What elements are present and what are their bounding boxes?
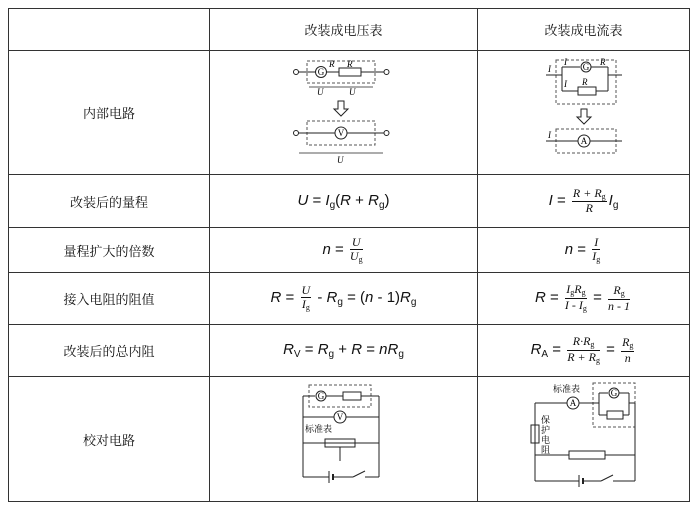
svg-text:I: I: [563, 78, 567, 89]
svg-text:V: V: [337, 127, 344, 138]
svg-text:保: 保: [540, 416, 550, 426]
svg-text:A: A: [580, 135, 587, 146]
svg-text:R: R: [599, 56, 605, 67]
svg-text:I: I: [547, 63, 551, 74]
svg-text:R: R: [346, 58, 352, 69]
ammeter-total-formula: $R_A$ = $\frac{R\cdot R_g}{R + R_g}$ = $\frac{R_g}{n}$: [478, 325, 690, 377]
svg-text:电: 电: [540, 436, 550, 446]
svg-text:A: A: [569, 398, 576, 408]
svg-text:R: R: [581, 76, 587, 87]
svg-text:标准表: 标准表: [552, 385, 580, 395]
row-range: [9, 175, 690, 228]
comparison-table: [8, 8, 690, 502]
voltmeter-resistor-formula: R = $\frac{U}{I_g}$ - $R_g = (n - 1)R_g$: [210, 273, 478, 325]
svg-text:I: I: [547, 129, 551, 140]
ammeter-calibration-cell: [478, 377, 690, 502]
row-label: 改装后的总内阻: [9, 325, 210, 377]
svg-text:V: V: [336, 412, 343, 422]
svg-text:阻: 阻: [540, 446, 550, 456]
ammeter-internal-circuit-cell: [478, 51, 690, 175]
svg-text:护: 护: [540, 426, 550, 436]
svg-text:G: G: [317, 66, 324, 77]
svg-text:U: U: [336, 154, 343, 165]
voltmeter-calibration-diagram: [299, 381, 389, 497]
voltmeter-range-formula: $U = I_g(R + R_g)$: [210, 175, 478, 228]
svg-text:R: R: [328, 58, 334, 69]
svg-text:U: U: [316, 86, 323, 97]
header-voltmeter: 改装成电压表: [210, 9, 478, 51]
voltmeter-factor-formula: n = $\frac{U}{U_g}$: [210, 228, 478, 273]
voltmeter-internal-circuit-cell: [210, 51, 478, 175]
voltmeter-internal-circuit-diagram: [289, 57, 399, 169]
row-resistor: [9, 273, 690, 325]
row-internal-circuit: [9, 51, 690, 175]
ammeter-calibration-diagram: [529, 381, 639, 497]
row-factor: [9, 228, 690, 273]
row-total-resistance: [9, 325, 690, 377]
svg-text:G: G: [317, 391, 324, 401]
row-label: 改装后的量程: [9, 175, 210, 228]
resistor-symbol: [339, 68, 361, 76]
row-label: 内部电路: [9, 51, 210, 175]
row-calibration: [9, 377, 690, 502]
svg-text:标准表: 标准表: [304, 425, 332, 435]
svg-text:U: U: [348, 86, 355, 97]
row-label: 量程扩大的倍数: [9, 228, 210, 273]
row-label: 接入电阻的阻值: [9, 273, 210, 325]
ammeter-internal-circuit-diagram: [544, 57, 624, 169]
svg-text:G: G: [610, 388, 617, 398]
ammeter-factor-formula: n = $\frac{I}{I_g}$: [478, 228, 690, 273]
svg-text:I: I: [563, 56, 567, 67]
row-label: 校对电路: [9, 377, 210, 502]
header-empty-cell: [9, 9, 210, 51]
svg-text:G: G: [582, 61, 589, 72]
voltmeter-total-formula: $R_V = R_g + R = nR_g$: [210, 325, 478, 377]
ammeter-range-formula: I = $\frac{R + R_g}{R}$ $I_g$: [478, 175, 690, 228]
header-ammeter: 改装成电流表: [478, 9, 690, 51]
ammeter-resistor-formula: R = $\frac{I_gR_g}{I - I_g}$ = $\frac{R_g}{n - 1}$: [478, 273, 690, 325]
header-row: [9, 9, 690, 51]
voltmeter-calibration-cell: [210, 377, 478, 502]
